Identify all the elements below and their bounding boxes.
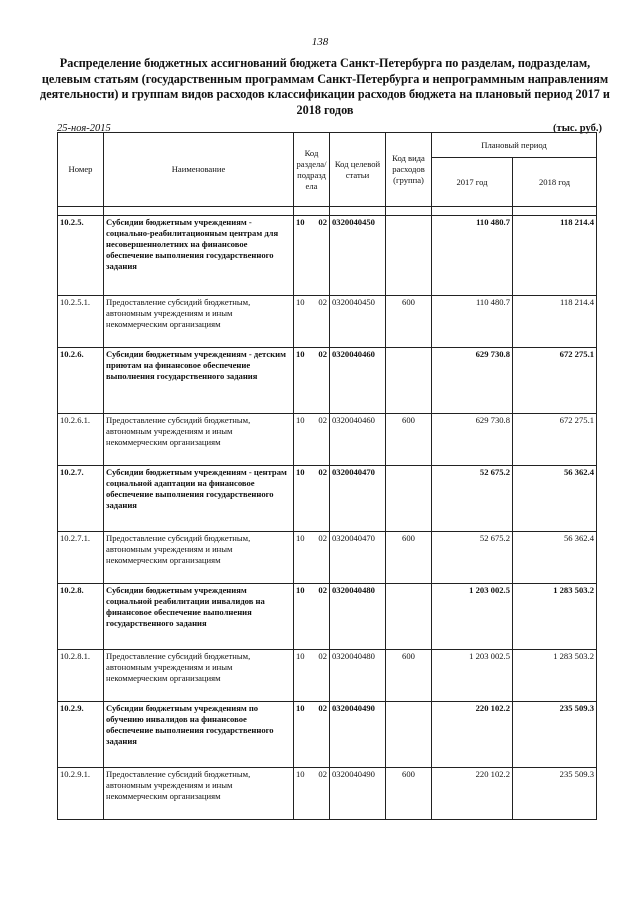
row-name: Предоставление субсидий бюджетным, автономным учреждениям и иным некоммерческим организациям	[104, 768, 294, 820]
row-target-code: 0320040450	[330, 296, 386, 348]
row-section-code	[294, 650, 330, 702]
row-value-2018: 118 214.4	[513, 296, 597, 348]
row-subsection: 02	[318, 651, 327, 661]
row-target-code: 0320040490	[330, 702, 386, 768]
row-value-2017: 1 203 002.5	[432, 650, 513, 702]
row-section: 10	[296, 415, 305, 425]
row-section-code	[294, 414, 330, 466]
row-number: 10.2.6.	[58, 348, 104, 414]
row-section-code	[294, 296, 330, 348]
row-section: 10	[296, 703, 305, 713]
row-section-code	[294, 702, 330, 768]
row-section: 10	[296, 585, 305, 595]
table-row	[58, 296, 597, 348]
document-title: Распределение бюджетных ассигнований бюджета Санкт-Петербурга по разделам, подразделам, целевым статьям (государственным программам Санкт-Петербурга и непрограммным направлениям деятельности) и группам видов расходов классификации расходов бюджета на плановый период 2017 и 2018 годов	[40, 56, 610, 117]
row-value-2017: 1 203 002.5	[432, 584, 513, 650]
row-number: 10.2.9.1.	[58, 768, 104, 820]
row-number: 10.2.5.1.	[58, 296, 104, 348]
row-value-2018: 235 509.3	[513, 768, 597, 820]
row-value-2017: 52 675.2	[432, 532, 513, 584]
row-value-2017: 110 480.7	[432, 296, 513, 348]
header-separator	[58, 207, 597, 216]
row-expense-code: 600	[386, 650, 432, 702]
header-target: Код целевой статьи	[330, 133, 386, 207]
row-number: 10.2.8.1.	[58, 650, 104, 702]
row-value-2017: 220 102.2	[432, 702, 513, 768]
header-period: Плановый период	[432, 133, 597, 158]
row-subsection: 02	[318, 585, 327, 595]
header-row	[58, 133, 597, 158]
row-number: 10.2.7.	[58, 466, 104, 532]
row-value-2018: 118 214.4	[513, 216, 597, 296]
table-row	[58, 348, 597, 414]
row-subsection: 02	[318, 297, 327, 307]
row-section-code	[294, 216, 330, 296]
row-subsection: 02	[318, 349, 327, 359]
table-row	[58, 532, 597, 584]
row-value-2018: 56 362.4	[513, 532, 597, 584]
row-value-2017: 52 675.2	[432, 466, 513, 532]
row-expense-code: 600	[386, 414, 432, 466]
row-section: 10	[296, 349, 305, 359]
row-number: 10.2.7.1.	[58, 532, 104, 584]
row-subsection: 02	[318, 415, 327, 425]
row-expense-code: 600	[386, 296, 432, 348]
header-2018: 2018 год	[513, 158, 597, 207]
row-expense-code: 600	[386, 768, 432, 820]
row-name: Субсидии бюджетным учреждениям - социально-реабилитационным центрам для несовершеннолетних на финансовое обеспечение выполнения государственного задания	[104, 216, 294, 296]
row-name: Субсидии бюджетным учреждениям - центрам социальной адаптации на финансовое обеспечение выполнения государственного задания	[104, 466, 294, 532]
row-number: 10.2.5.	[58, 216, 104, 296]
row-name: Предоставление субсидий бюджетным, автономным учреждениям и иным некоммерческим организациям	[104, 532, 294, 584]
row-name: Субсидии бюджетным учреждениям - детским приютам на финансовое обеспечение выполнения государственного задания	[104, 348, 294, 414]
table-row	[58, 650, 597, 702]
row-value-2018: 672 275.1	[513, 348, 597, 414]
row-target-code: 0320040480	[330, 584, 386, 650]
table-row	[58, 702, 597, 768]
row-number: 10.2.9.	[58, 702, 104, 768]
row-number: 10.2.8.	[58, 584, 104, 650]
table-row	[58, 216, 597, 296]
table-row	[58, 466, 597, 532]
row-name: Субсидии бюджетным учреждениям социальной реабилитации инвалидов на финансовое обеспечение выполнения государственного задания	[104, 584, 294, 650]
header-name: Наименование	[104, 133, 294, 207]
row-name: Предоставление субсидий бюджетным, автономным учреждениям и иным некоммерческим организациям	[104, 650, 294, 702]
row-value-2018: 235 509.3	[513, 702, 597, 768]
row-name: Предоставление субсидий бюджетным, автономным учреждениям и иным некоммерческим организациям	[104, 414, 294, 466]
row-target-code: 0320040490	[330, 768, 386, 820]
table-row	[58, 414, 597, 466]
row-expense-code	[386, 702, 432, 768]
table-row	[58, 584, 597, 650]
table-row	[58, 768, 597, 820]
row-section-code	[294, 584, 330, 650]
row-expense-code: 600	[386, 532, 432, 584]
row-value-2017: 629 730.8	[432, 348, 513, 414]
document-date: 25-ноя-2015	[57, 123, 111, 134]
row-section-code	[294, 532, 330, 584]
row-target-code: 0320040460	[330, 348, 386, 414]
row-value-2017: 629 730.8	[432, 414, 513, 466]
header-2017: 2017 год	[432, 158, 513, 207]
row-value-2017: 220 102.2	[432, 768, 513, 820]
row-target-code: 0320040470	[330, 532, 386, 584]
header-number: Номер	[58, 133, 104, 207]
row-section-code	[294, 466, 330, 532]
row-name: Предоставление субсидий бюджетным, автономным учреждениям и иным некоммерческим организациям	[104, 296, 294, 348]
row-section-code	[294, 348, 330, 414]
row-section: 10	[296, 217, 305, 227]
row-section: 10	[296, 533, 305, 543]
row-value-2018: 56 362.4	[513, 466, 597, 532]
header-expense: Код вида расходов (группа)	[386, 133, 432, 207]
row-subsection: 02	[318, 217, 327, 227]
row-value-2018: 1 283 503.2	[513, 584, 597, 650]
row-expense-code	[386, 216, 432, 296]
row-target-code: 0320040480	[330, 650, 386, 702]
row-number: 10.2.6.1.	[58, 414, 104, 466]
row-section-code	[294, 768, 330, 820]
row-section: 10	[296, 651, 305, 661]
row-value-2018: 1 283 503.2	[513, 650, 597, 702]
header-section: Код раздела/ подразд ела	[294, 133, 330, 207]
row-section: 10	[296, 769, 305, 779]
row-section: 10	[296, 467, 305, 477]
row-target-code: 0320040450	[330, 216, 386, 296]
row-name: Субсидии бюджетным учреждениям по обучению инвалидов на финансовое обеспечение выполнения государственного задания	[104, 702, 294, 768]
row-expense-code	[386, 466, 432, 532]
row-target-code: 0320040470	[330, 466, 386, 532]
units-label: (тыс. руб.)	[553, 123, 602, 134]
row-target-code: 0320040460	[330, 414, 386, 466]
row-value-2018: 672 275.1	[513, 414, 597, 466]
row-expense-code	[386, 584, 432, 650]
row-subsection: 02	[318, 769, 327, 779]
row-subsection: 02	[318, 533, 327, 543]
row-section: 10	[296, 297, 305, 307]
budget-table	[57, 132, 597, 820]
row-subsection: 02	[318, 703, 327, 713]
row-expense-code	[386, 348, 432, 414]
row-subsection: 02	[318, 467, 327, 477]
page-number: 138	[311, 36, 329, 48]
row-value-2017: 110 480.7	[432, 216, 513, 296]
